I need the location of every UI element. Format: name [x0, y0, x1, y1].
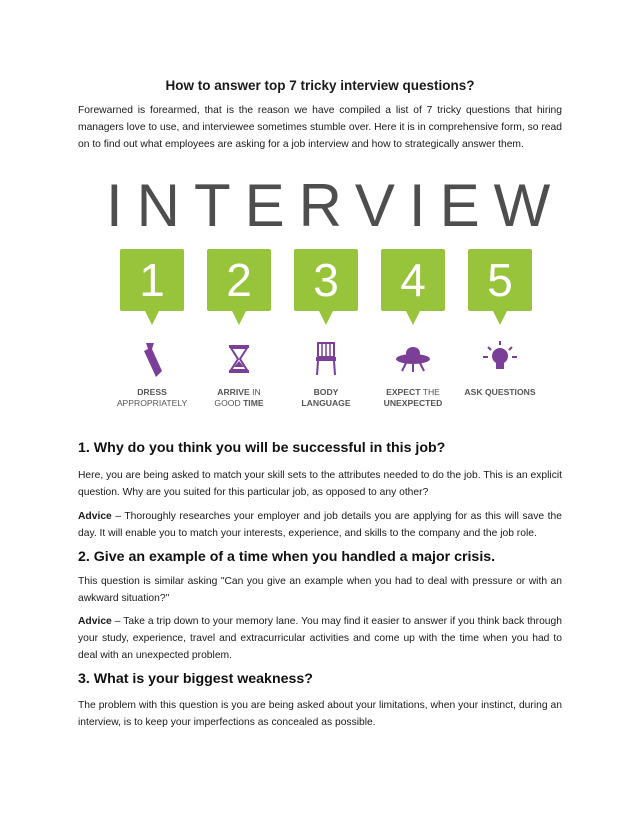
section-paragraph: This question is similar asking "Can you give an example when you had to deal with pressure or with an awkward situation?": [78, 576, 562, 604]
step-caption: ARRIVE IN GOOD TIME: [214, 387, 264, 408]
page-title: How to answer top 7 tricky interview questions?: [165, 78, 475, 93]
step-number-box: 5: [468, 249, 532, 311]
interview-word: INTERVIEW: [106, 172, 565, 239]
ufo-icon: [393, 339, 433, 379]
advice-paragraph: Advice – Take a trip down to your memory lane. You may find it easier to answer if you think back through your study, experience, travel and extracurricular activities and come up with the time when you had to deal with an unexpected problem.: [78, 616, 562, 661]
step-number-box: 1: [120, 249, 184, 311]
advice-paragraph: Advice – Thoroughly researches your employer and job details you are applying for as this will save the day. It will enable you to match your interests, experience, and skills to the company and the job role.: [78, 511, 562, 539]
step-caption: ASK QUESTIONS: [464, 387, 536, 397]
lightbulb-icon: [480, 339, 520, 379]
step-number-box: 2: [207, 249, 271, 311]
step-caption: BODY LANGUAGE: [301, 387, 351, 408]
section-heading: 3. What is your biggest weakness?: [78, 671, 313, 687]
speech-pointer: [319, 311, 333, 325]
step-caption: DRESS APPROPRIATELY: [116, 387, 188, 408]
interview-infographic: [106, 172, 565, 421]
speech-pointer: [145, 311, 159, 325]
step-5: [464, 249, 536, 481]
intro-paragraph: Forewarned is forearmed, that is the reason we have compiled a list of 7 tricky questions that hiring managers love to use, and interviewee sometimes stumble over. Here it is in comprehensive form, so read on to find out what employees are asking for a job interview and how to strategically answer them.: [78, 105, 562, 150]
chair-icon: [306, 339, 346, 379]
hourglass-icon: [219, 339, 259, 379]
step-caption: EXPECT THE UNEXPECTED: [383, 387, 443, 408]
step-number-box: 4: [381, 249, 445, 311]
speech-pointer: [406, 311, 420, 325]
section-paragraph: Here, you are being asked to match your skill sets to the attributes needed to do the job. This is an explicit question. Why are you suited for this particular job, as opposed to any other?: [78, 470, 562, 498]
speech-pointer: [493, 311, 507, 325]
speech-pointer: [232, 311, 246, 325]
section-paragraph: The problem with this question is you are being asked about your limitations, when your instinct, during an interview, is to keep your imperfections as concealed as possible.: [78, 700, 562, 728]
step-number-box: 3: [294, 249, 358, 311]
tie-icon: [132, 339, 172, 379]
section-heading: 2. Give an example of a time when you handled a major crisis.: [78, 549, 496, 565]
section-heading: 1. Why do you think you will be successful in this job?: [78, 440, 446, 456]
